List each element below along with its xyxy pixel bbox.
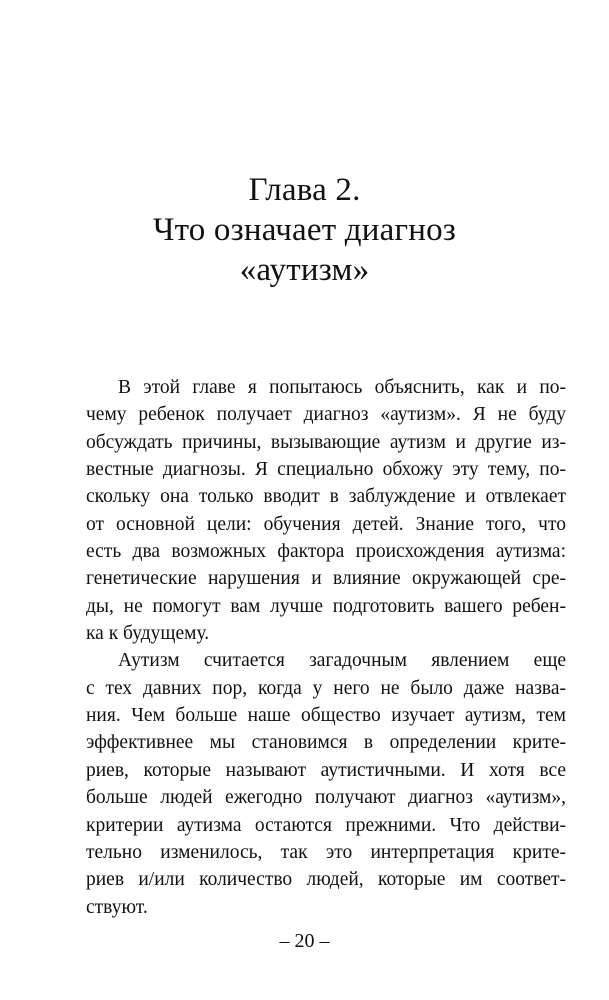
chapter-title-line-1: Что означает диагноз bbox=[152, 212, 457, 248]
text-line: вестные диагнозы. Я специально обхожу эту тему, по- bbox=[86, 459, 566, 481]
text-line: ния. Чем больше наше общество изучает аутизм, тем bbox=[86, 705, 566, 727]
text-line: ды, не помогут вам лучше подготовить вашего ребен- bbox=[86, 595, 566, 617]
text-line: тельно изменилось, так это интерпретация крите- bbox=[86, 841, 566, 863]
paragraph bbox=[86, 647, 566, 920]
text-line: критерии аутизма остаются прежними. Что действи- bbox=[86, 814, 566, 836]
body-text bbox=[86, 374, 566, 921]
text-line: ка к будущему. bbox=[86, 623, 210, 645]
chapter-heading bbox=[0, 170, 609, 290]
text-line: чему ребенок получает диагноз «аутизм». Я не буду bbox=[86, 404, 566, 426]
text-line: риев, которые называют аутистичными. И хотя все bbox=[86, 759, 566, 781]
text-line: от основной цели: обучения детей. Знание того, что bbox=[86, 513, 566, 535]
text-line: ствуют. bbox=[86, 896, 148, 918]
text-line: больше людей ежегодно получают диагноз «аутизм», bbox=[86, 787, 566, 809]
text-line: есть два возможных фактора происхождения аутизма: bbox=[86, 541, 566, 563]
text-line: скольку она только вводит в заблуждение и отвлекает bbox=[86, 486, 566, 508]
text-line: эффективнее мы становимся в определении крите- bbox=[86, 732, 566, 754]
text-line: обсуждать причины, вызывающие аутизм и другие из- bbox=[86, 431, 566, 453]
text-line: генетические нарушения и влияние окружающей сре- bbox=[86, 568, 566, 590]
paragraph bbox=[86, 374, 566, 647]
text-line: риев и/или количество людей, которые им соответ- bbox=[86, 869, 566, 891]
chapter-number: Глава 2. bbox=[248, 172, 361, 208]
text-line: с тех давних пор, когда у него не было даже назва- bbox=[86, 677, 566, 699]
chapter-title-line-2: «аутизм» bbox=[239, 252, 370, 288]
page-number: – 20 – bbox=[279, 930, 330, 952]
text-line: Аутизм считается загадочным явлением еще bbox=[118, 650, 566, 672]
text-line: В этой главе я попытаюсь объяснить, как и по- bbox=[118, 377, 566, 398]
